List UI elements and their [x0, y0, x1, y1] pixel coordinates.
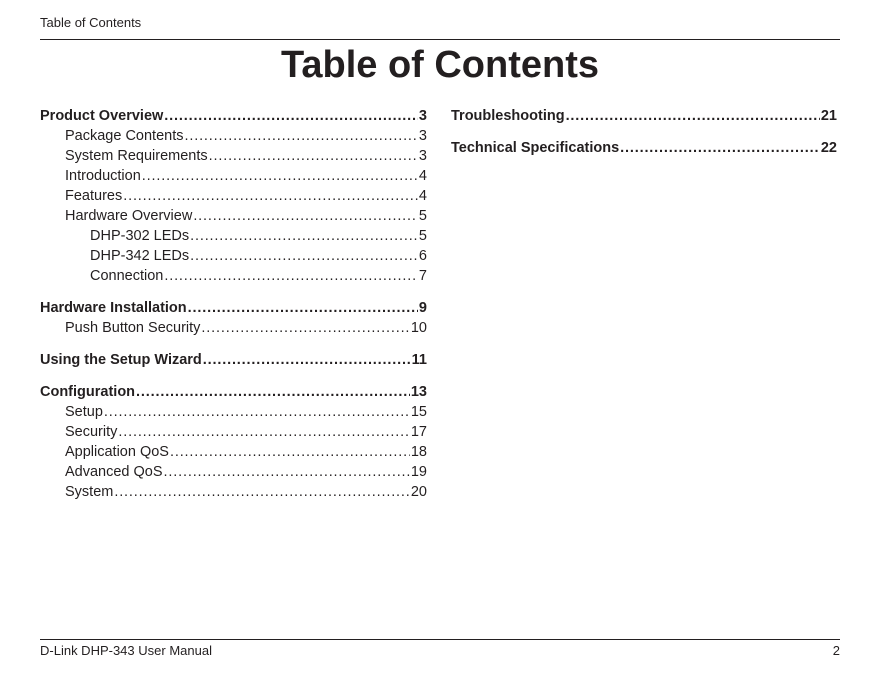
toc-entry-label: Hardware Installation — [40, 300, 187, 316]
toc-entry-label: Configuration — [40, 384, 136, 400]
toc-entry-label: Introduction — [65, 168, 141, 184]
toc-dot-leader — [136, 382, 410, 402]
toc-entry-page: 5 — [418, 228, 427, 244]
toc-entry-label: DHP-302 LEDs — [90, 228, 190, 244]
toc-entry-label: Setup — [65, 404, 103, 420]
toc-entry-page: 5 — [418, 208, 427, 224]
toc-dot-leader — [209, 146, 418, 166]
toc-entry[interactable] — [40, 382, 427, 402]
toc-left-column — [40, 106, 427, 502]
toc-entry[interactable] — [40, 318, 427, 338]
toc-dot-leader — [142, 166, 418, 186]
toc-dot-leader — [566, 106, 820, 126]
toc-dot-leader — [118, 422, 409, 442]
toc-dot-leader — [620, 138, 820, 158]
toc-entry-page: 6 — [418, 248, 427, 264]
toc-entry-label: Security — [65, 424, 118, 440]
toc-entry-page: 17 — [410, 424, 427, 440]
toc-entry[interactable] — [40, 246, 427, 266]
toc-dot-leader — [201, 318, 409, 338]
toc-entry-page: 4 — [418, 168, 427, 184]
toc-entry[interactable] — [40, 422, 427, 442]
toc-entry[interactable] — [40, 126, 427, 146]
toc-dot-leader — [164, 462, 410, 482]
toc-entry-label: Hardware Overview — [65, 208, 193, 224]
toc-entry-page: 11 — [411, 352, 427, 368]
toc-entry-label: Package Contents — [65, 128, 184, 144]
footer-rule — [40, 639, 840, 640]
toc-entry[interactable] — [451, 138, 837, 158]
toc-entry-label: Application QoS — [65, 444, 169, 460]
toc-dot-leader — [164, 266, 418, 286]
toc-dot-leader — [203, 350, 411, 370]
toc-entry-page: 22 — [820, 140, 837, 156]
toc-entry[interactable] — [40, 266, 427, 286]
toc-entry-label: Features — [65, 188, 123, 204]
toc-entry-label: Advanced QoS — [65, 464, 163, 480]
toc-entry-page: 7 — [418, 268, 427, 284]
toc-entry-label: Using the Setup Wizard — [40, 352, 202, 368]
toc-entry[interactable] — [40, 298, 427, 318]
toc-entry[interactable] — [40, 482, 427, 502]
toc-entry-page: 15 — [410, 404, 427, 420]
toc-entry-page: 10 — [410, 320, 427, 336]
toc-entry-label: Push Button Security — [65, 320, 201, 336]
toc-entry[interactable] — [40, 206, 427, 226]
toc-entry-label: System Requirements — [65, 148, 208, 164]
toc-dot-leader — [104, 402, 410, 422]
toc-entry-page: 21 — [820, 108, 837, 124]
toc-entry-page: 9 — [418, 300, 427, 316]
toc-entry-page: 20 — [410, 484, 427, 500]
toc-entry[interactable] — [40, 350, 427, 370]
toc-entry[interactable] — [40, 186, 427, 206]
toc-entry[interactable] — [40, 442, 427, 462]
toc-entry-label: Connection — [90, 268, 164, 284]
toc-entry-page: 13 — [410, 384, 427, 400]
toc-entry-label: Technical Specifications — [451, 140, 620, 156]
toc-dot-leader — [170, 442, 410, 462]
toc-dot-leader — [164, 106, 418, 126]
running-header: Table of Contents — [40, 15, 142, 30]
toc-entry-label: DHP-342 LEDs — [90, 248, 190, 264]
toc-entry[interactable] — [451, 106, 837, 126]
toc-dot-leader — [114, 482, 410, 502]
toc-entry-page: 19 — [410, 464, 427, 480]
toc-entry-page: 3 — [418, 148, 427, 164]
toc-dot-leader — [193, 206, 418, 226]
toc-entry[interactable] — [40, 226, 427, 246]
toc-dot-leader — [190, 226, 418, 246]
toc-entry-page: 3 — [418, 128, 427, 144]
toc-dot-leader — [190, 246, 418, 266]
toc-entry[interactable] — [40, 402, 427, 422]
toc-entry-label: Troubleshooting — [451, 108, 565, 124]
toc-entry[interactable] — [40, 106, 427, 126]
toc-entry-label: Product Overview — [40, 108, 164, 124]
toc-entry[interactable] — [40, 166, 427, 186]
header-rule — [40, 39, 840, 40]
toc-dot-leader — [188, 298, 418, 318]
toc-entry-page: 18 — [410, 444, 427, 460]
toc-entry[interactable] — [40, 146, 427, 166]
toc-right-column — [451, 106, 837, 158]
footer-manual-name: D-Link DHP-343 User Manual — [40, 643, 212, 658]
toc-entry[interactable] — [40, 462, 427, 482]
footer-page-number: 2 — [832, 643, 840, 658]
toc-entry-label: System — [65, 484, 114, 500]
toc-entry-page: 3 — [418, 108, 427, 124]
toc-dot-leader — [185, 126, 418, 146]
page-title: Table of Contents — [280, 44, 600, 86]
toc-dot-leader — [123, 186, 418, 206]
toc-entry-page: 4 — [418, 188, 427, 204]
